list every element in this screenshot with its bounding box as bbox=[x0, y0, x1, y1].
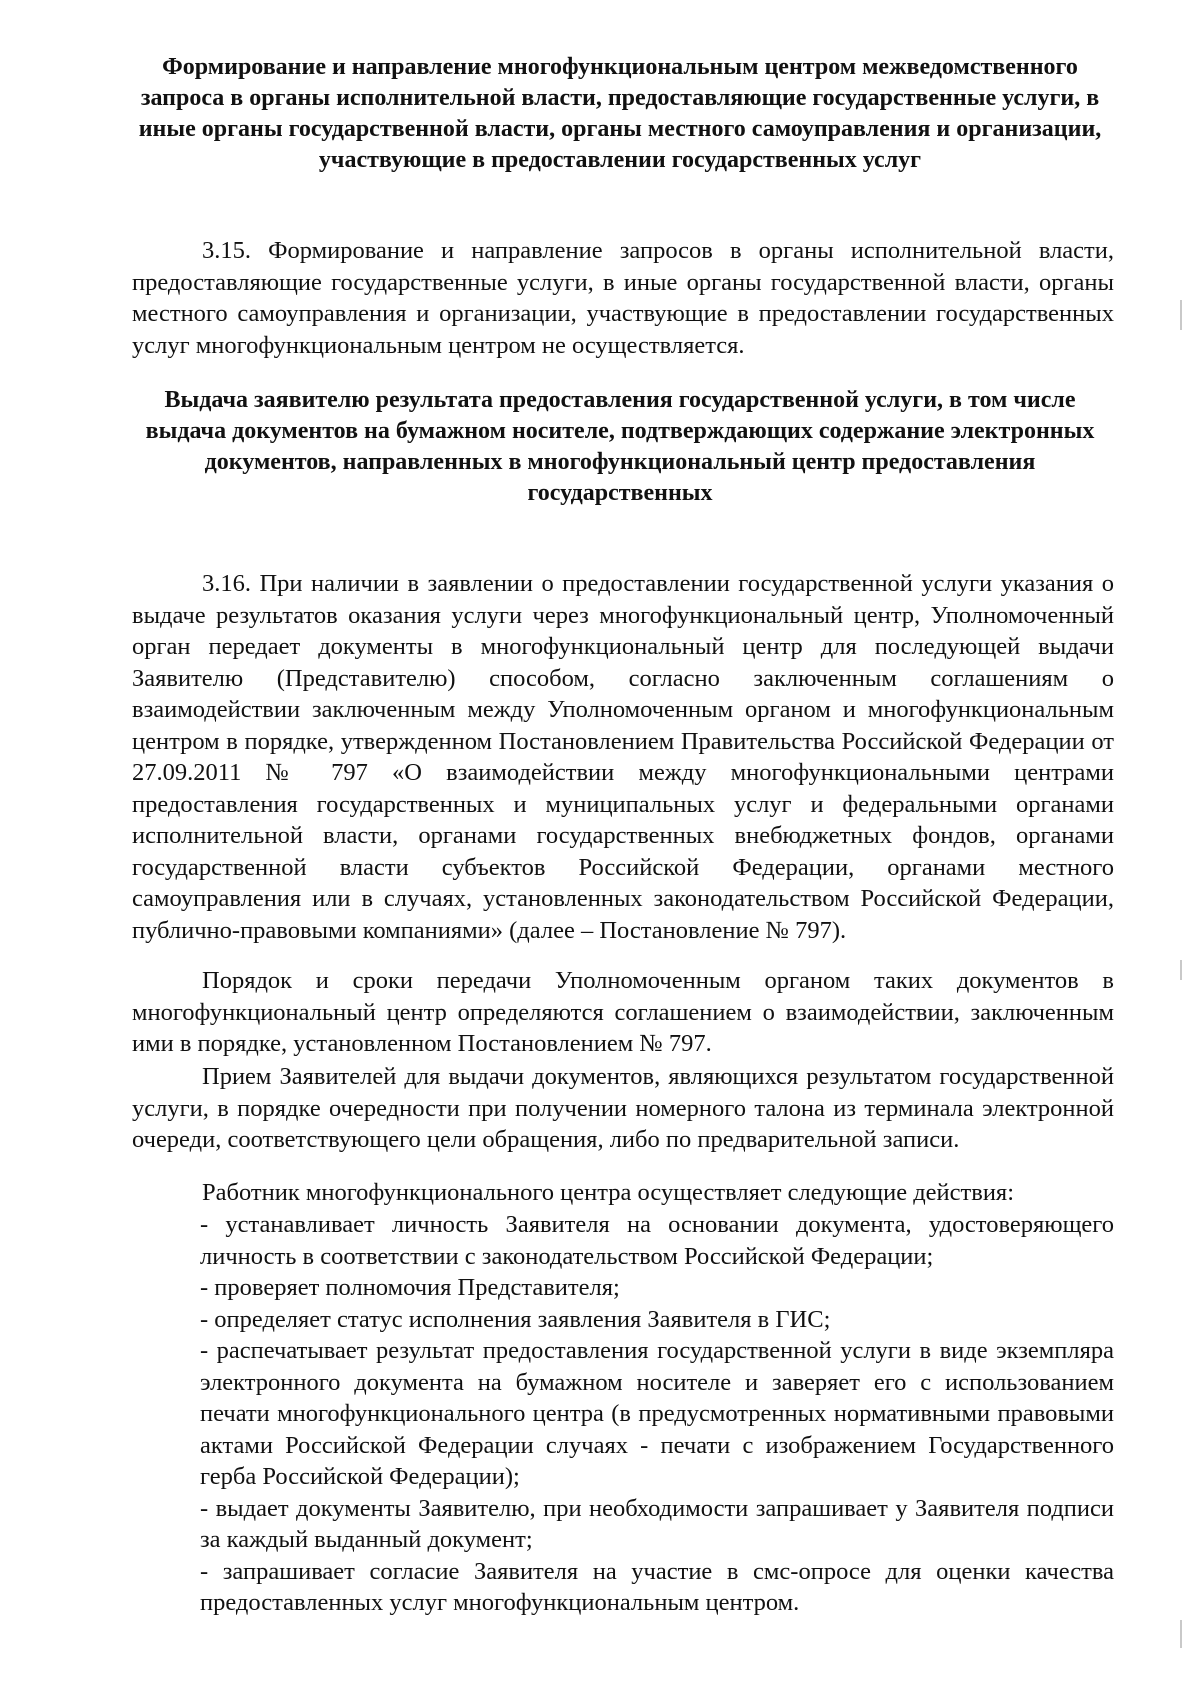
list-item: - распечатывает результат предоставления государственной услуги в виде экземпляра электронного документа на бумажном носителе и заверяет его с использованием печати многофункционального центра (в предусмотренных нормативными правовыми актами Российской Федерации случаях - печати с изображением Государственного герба Российской Федерации); bbox=[200, 1337, 1114, 1490]
scan-edge-mark bbox=[1180, 300, 1182, 330]
scan-edge-mark bbox=[1180, 1620, 1182, 1648]
paragraph-transfer-order: Порядок и сроки передачи Уполномоченным органом таких документов в многофункциональный центр определяются соглашением о взаимодействии, заключенным ими в порядке, установленном Постановлением № 797. bbox=[132, 967, 1114, 1057]
list-item: - проверяет полномочия Представителя; bbox=[200, 1274, 620, 1301]
worker-actions-list bbox=[200, 1209, 1114, 1619]
list-item: - запрашивает согласие Заявителя на участие в смс-опросе для оценки качества предоставленных услуг многофункциональным центром. bbox=[200, 1557, 1114, 1616]
scan-edge-mark bbox=[1180, 960, 1182, 980]
section-heading-result-issuance: Выдача заявителю результата предоставления государственной услуги, в том числе выдача документов на бумажном носителе, подтверждающих содержание электронных документов, направленных в многофункциональный центр предоставления государственных bbox=[145, 387, 1095, 506]
list-item: - выдает документы Заявителю, при необходимости запрашивает у Заявителя подписи за каждый выданный документ; bbox=[200, 1494, 1114, 1553]
list-item: - устанавливает личность Заявителя на основании документа, удостоверяющего личность в соответствии с законодательством Российской Федерации; bbox=[200, 1211, 1114, 1270]
paragraph-3-16: 3.16. При наличии в заявлении о предоставлении государственной услуги указания о выдаче результатов оказания услуги через многофункциональный центр, Уполномоченный орган передает документы в многофункциональный центр для последующей выдачи Заявителю (Представителю) способом, согласно заключенным соглашениям о взаимодействии заключенным между Уполномоченным органом и многофункциональным центром в порядке, утвержденном Постановлением Правительства Российской Федерации от 27.09.2011 № 797 «О взаимодействии между многофункциональными центрами предоставления государственных и муниципальных услуг и федеральными органами исполнительной власти, органами государственных внебюджетных фондов, органами государственной власти субъектов Российской Федерации, органами местного самоуправления или в случаях, установленных законодательством Российской Федерации, публично-правовыми компаниями» (далее – Постановление № 797). bbox=[132, 570, 1114, 944]
paragraph-applicant-reception: Прием Заявителей для выдачи документов, являющихся результатом государственной услуги, в порядке очередности при получении номерного талона из терминала электронной очереди, соответствующего цели обращения, либо по предварительной записи. bbox=[132, 1063, 1114, 1153]
paragraph-worker-actions: Работник многофункционального центра осуществляет следующие действия: bbox=[202, 1179, 1015, 1206]
section-heading-interagency-request: Формирование и направление многофункциональным центром межведомственного запроса в органы исполнительной власти, предоставляющие государственные услуги, в иные органы государственной власти, органы местного самоуправления и организации, участвующие в предоставлении государственных услуг bbox=[138, 54, 1102, 173]
paragraph-3-15: 3.15. Формирование и направление запросов в органы исполнительной власти, предоставляющие государственные услуги, в иные органы государственной власти, органы местного самоуправления и организации, участвующие в предоставлении государственных услуг многофункциональным центром не осуществляется. bbox=[132, 237, 1114, 359]
list-item: - определяет статус исполнения заявления Заявителя в ГИС; bbox=[200, 1305, 831, 1333]
